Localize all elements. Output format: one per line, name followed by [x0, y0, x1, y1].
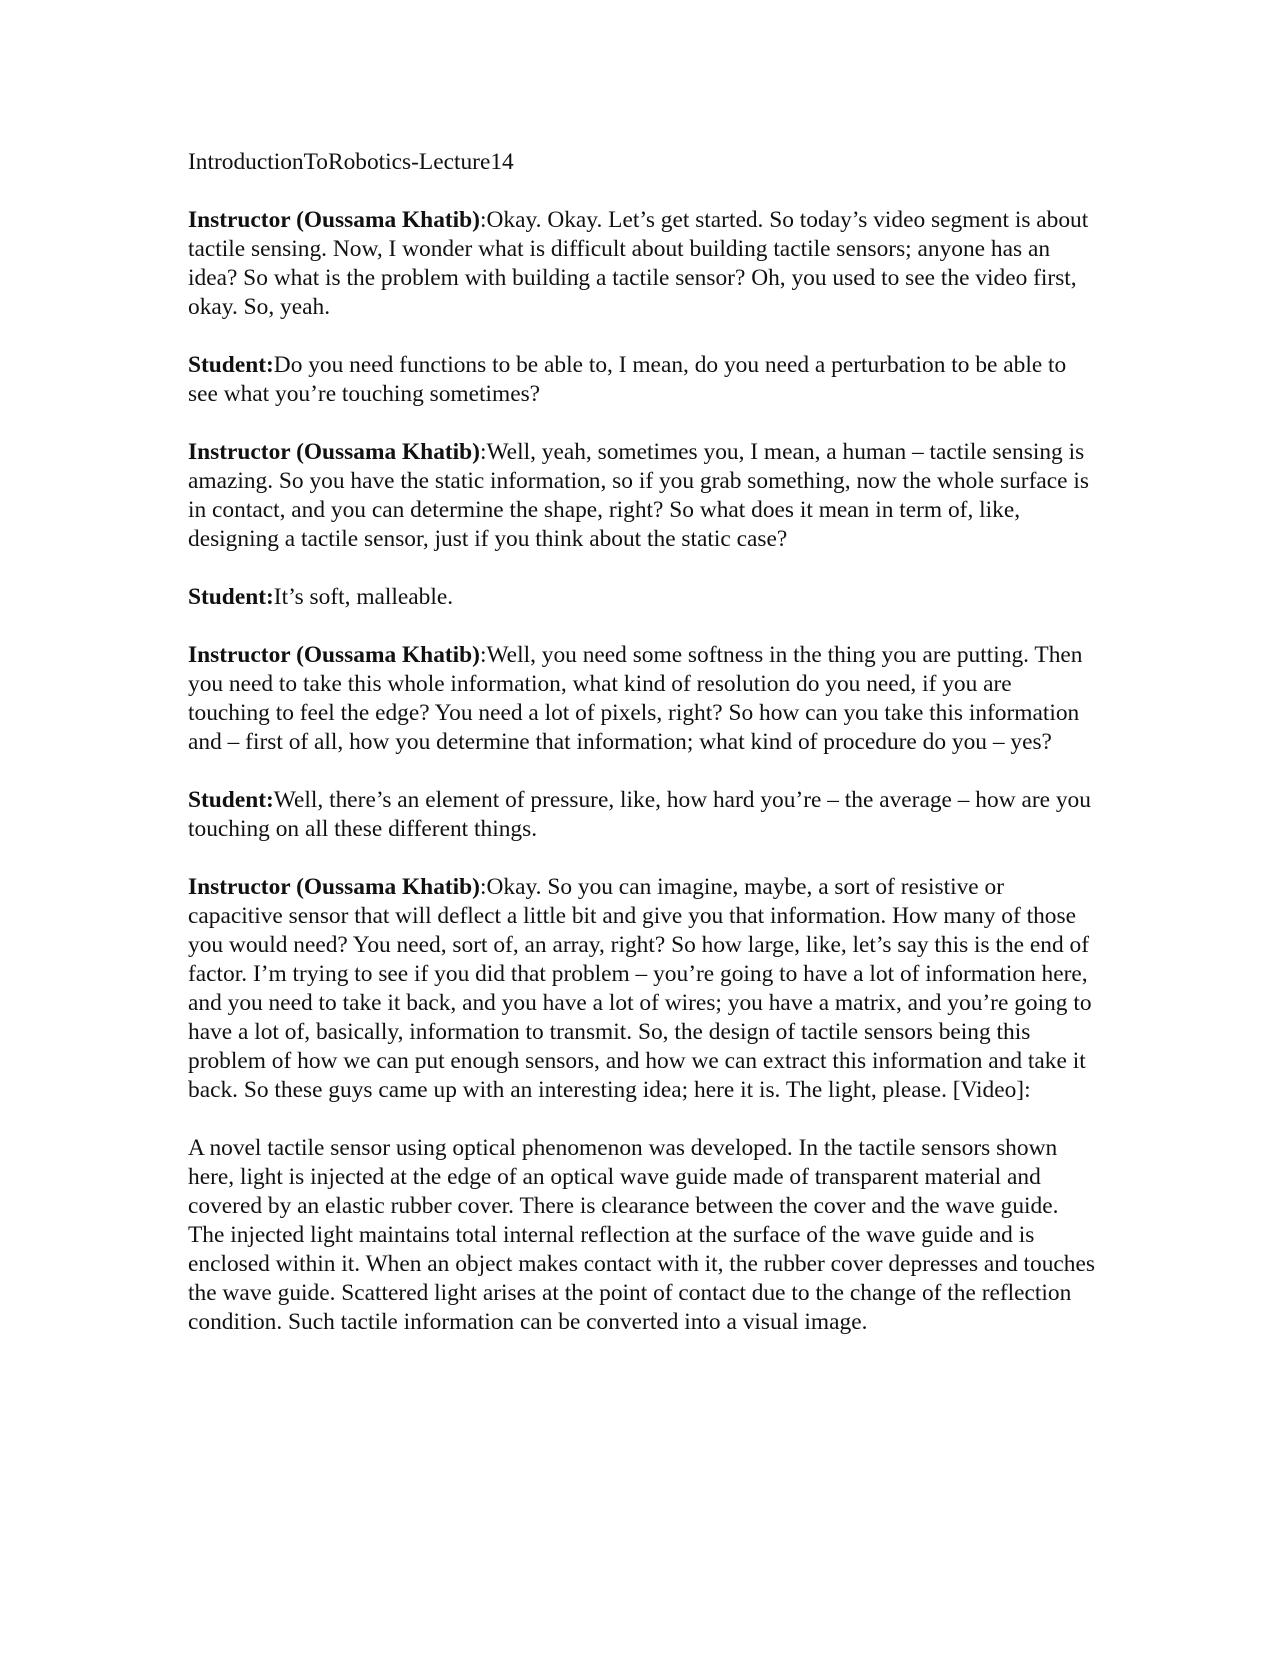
speaker-label: Student: — [188, 584, 274, 610]
speaker-label: Instructor (Oussama Khatib) — [188, 439, 480, 465]
paragraph-student — [188, 786, 1098, 844]
speaker-label: Instructor (Oussama Khatib) — [188, 874, 480, 900]
paragraph-instructor — [188, 641, 1098, 757]
speaker-label: Student: — [188, 352, 274, 378]
paragraph-instructor — [188, 438, 1098, 554]
paragraph-text: Do you need functions to be able to, I mean, do you need a perturbation to be able to see what you’re touching sometimes? — [188, 352, 1067, 407]
paragraph-text: A novel tactile sensor using optical phenomenon was developed. In the tactile sensors shown here, light is injected at the edge of an optical wave guide made of transparent material and covered by an elastic rubber cover. There is clearance between the cover and the wave guide. The injected light maintains total internal reflection at the surface of the wave guide and is enclosed within it. When an object makes contact with it, the rubber cover depresses and touches the wave guide. Scattered light arises at the point of contact due to the change of the reflection condition. Such tactile information can be converted into a visual image. — [188, 1135, 1095, 1335]
paragraph-video-narration — [188, 1134, 1098, 1337]
speaker-label: Instructor (Oussama Khatib) — [188, 207, 480, 233]
paragraph-text: :Well, you need some softness in the thing you are putting. Then you need to take this whole information, what kind of resolution do you need, if you are touching to feel the edge? You need a lot of pixels, right? So how can you take this information and – first of all, how you determine that information; what kind of procedure do you – yes? — [188, 642, 1083, 755]
paragraph-text: It’s soft, malleable. — [273, 584, 454, 610]
speaker-label: Student: — [188, 787, 274, 813]
paragraph-instructor — [188, 206, 1098, 322]
paragraph-student — [188, 351, 1098, 409]
document-page — [188, 148, 1098, 1366]
paragraph-instructor — [188, 873, 1098, 1105]
paragraph-text: :Okay. So you can imagine, maybe, a sort of resistive or capacitive sensor that will deflect a little bit and give you that information. How many of those you would need? You need, sort of, an array, right? So how large, like, let’s say this is the end of factor. I’m trying to see if you did that problem – you’re going to have a lot of information here, and you need to take it back, and you have a lot of wires; you have a matrix, and you’re going to have a lot of, basically, information to transmit. So, the design of tactile sensors being this problem of how we can put enough sensors, and how we can extract this information and take it back. So these guys came up with an interesting idea; here it is. The light, please. [Video]: — [188, 874, 1092, 1103]
paragraph-student — [188, 583, 1098, 612]
speaker-label: Instructor (Oussama Khatib) — [188, 642, 480, 668]
document-title: IntroductionToRobotics-Lecture14 — [188, 149, 514, 175]
paragraph-text: :Well, yeah, sometimes you, I mean, a human – tactile sensing is amazing. So you have the static information, so if you grab something, now the whole surface is in contact, and you can determine the shape, right? So what does it mean in term of, like, designing a tactile sensor, just if you think about the static case? — [188, 439, 1089, 552]
paragraph-text: :Okay. Okay. Let’s get started. So today’s video segment is about tactile sensing. Now, I wonder what is difficult about building tactile sensors; anyone has an idea? So what is the problem with building a tactile sensor? Oh, you used to see the video first, okay. So, yeah. — [188, 207, 1089, 320]
paragraph-text: Well, there’s an element of pressure, like, how hard you’re – the average – how are you touching on all these different things. — [188, 787, 1091, 842]
